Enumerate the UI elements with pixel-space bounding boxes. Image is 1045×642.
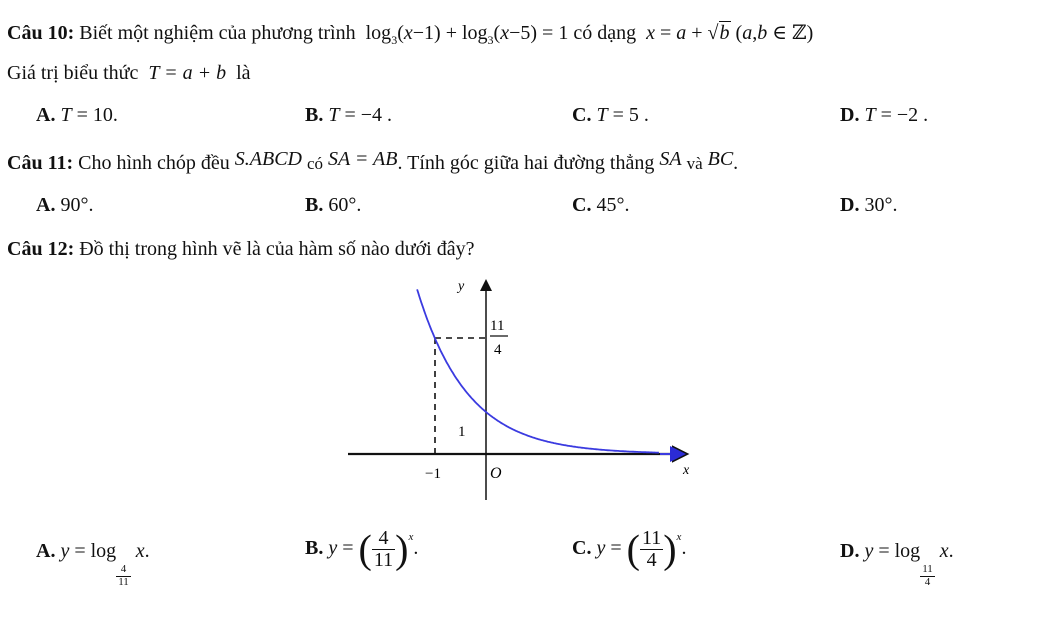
q11-option-a: A. 90°. bbox=[36, 194, 94, 216]
q11-pyramid: S.ABCD bbox=[234, 148, 302, 170]
q12-option-a: A. y = log $\frac{4}{11}$ x. bbox=[36, 540, 150, 588]
q10-option-c: C. T = 5 . bbox=[572, 104, 649, 126]
q12-label: Câu 12: bbox=[7, 238, 75, 260]
q10-expression: T = a + b bbox=[143, 62, 232, 84]
q10-line1 bbox=[7, 20, 813, 45]
y-axis-label: y bbox=[458, 279, 465, 294]
exponential-curve bbox=[417, 289, 659, 452]
q12-text: Đồ thị trong hình vẽ là của hàm số nào dưới đây? bbox=[79, 238, 475, 260]
q10-text1: Biết một nghiệm của phương trình bbox=[79, 22, 356, 44]
q11-option-b: B. 60°. bbox=[305, 194, 362, 216]
q11-condition: SA = AB bbox=[328, 148, 398, 170]
q12-option-d: D. y = log $\frac{11}{4}$ x. bbox=[840, 540, 954, 588]
q10-option-b: B. T = −4 . bbox=[305, 104, 393, 126]
q11-line-sa: SA bbox=[659, 148, 682, 170]
q12-option-b: B. y = ( $\frac{4}{11}$ )$^x$. bbox=[305, 526, 419, 572]
origin-label: O bbox=[490, 465, 502, 482]
q10-line2-end: là bbox=[236, 62, 251, 84]
q11-line-bc: BC bbox=[707, 148, 734, 170]
q10-label: Câu 10: bbox=[7, 22, 75, 44]
q11-option-c: C. 45°. bbox=[572, 194, 630, 216]
q11-text2: có bbox=[307, 154, 324, 173]
tick-label-minus-one: −1 bbox=[425, 466, 441, 482]
function-graph bbox=[340, 272, 700, 504]
q10-option-a: A. T = 10. bbox=[36, 104, 118, 126]
q11-option-d: D. 30°. bbox=[840, 194, 898, 216]
q10-line2 bbox=[7, 62, 251, 85]
q12-line1 bbox=[7, 238, 474, 261]
q12-option-c: C. y = ( $\frac{11}{4}$ )$^x$. bbox=[572, 526, 687, 572]
q11-line1: Câu 11: Cho hình chóp đều S.ABCD có SA = AB. Tính góc giữa hai đường thẳng SA và BC. bbox=[7, 148, 739, 174]
tick-label-one: 1 bbox=[458, 424, 466, 440]
q11-label: Câu 11: bbox=[7, 152, 74, 174]
q10-option-d: D. T = −2 . bbox=[840, 104, 929, 126]
q11-text3: . Tính góc giữa hai đường thẳng bbox=[397, 152, 655, 174]
q10-form: x = a + √b (a,b ∈ ℤ) bbox=[646, 22, 814, 44]
fraction-denominator: 4 bbox=[494, 342, 502, 358]
q10-text2: có dạng bbox=[573, 22, 637, 44]
q10-line2-text: Giá trị biểu thức bbox=[7, 62, 139, 84]
x-axis-label: x bbox=[683, 463, 690, 478]
fraction-numerator: 11 bbox=[490, 318, 505, 334]
q11-text1: Cho hình chóp đều bbox=[78, 152, 230, 174]
q11-and: và bbox=[686, 154, 703, 173]
q10-equation: $\log_3(x-1) + \log_3(x-5) = 1$ bbox=[360, 22, 569, 47]
